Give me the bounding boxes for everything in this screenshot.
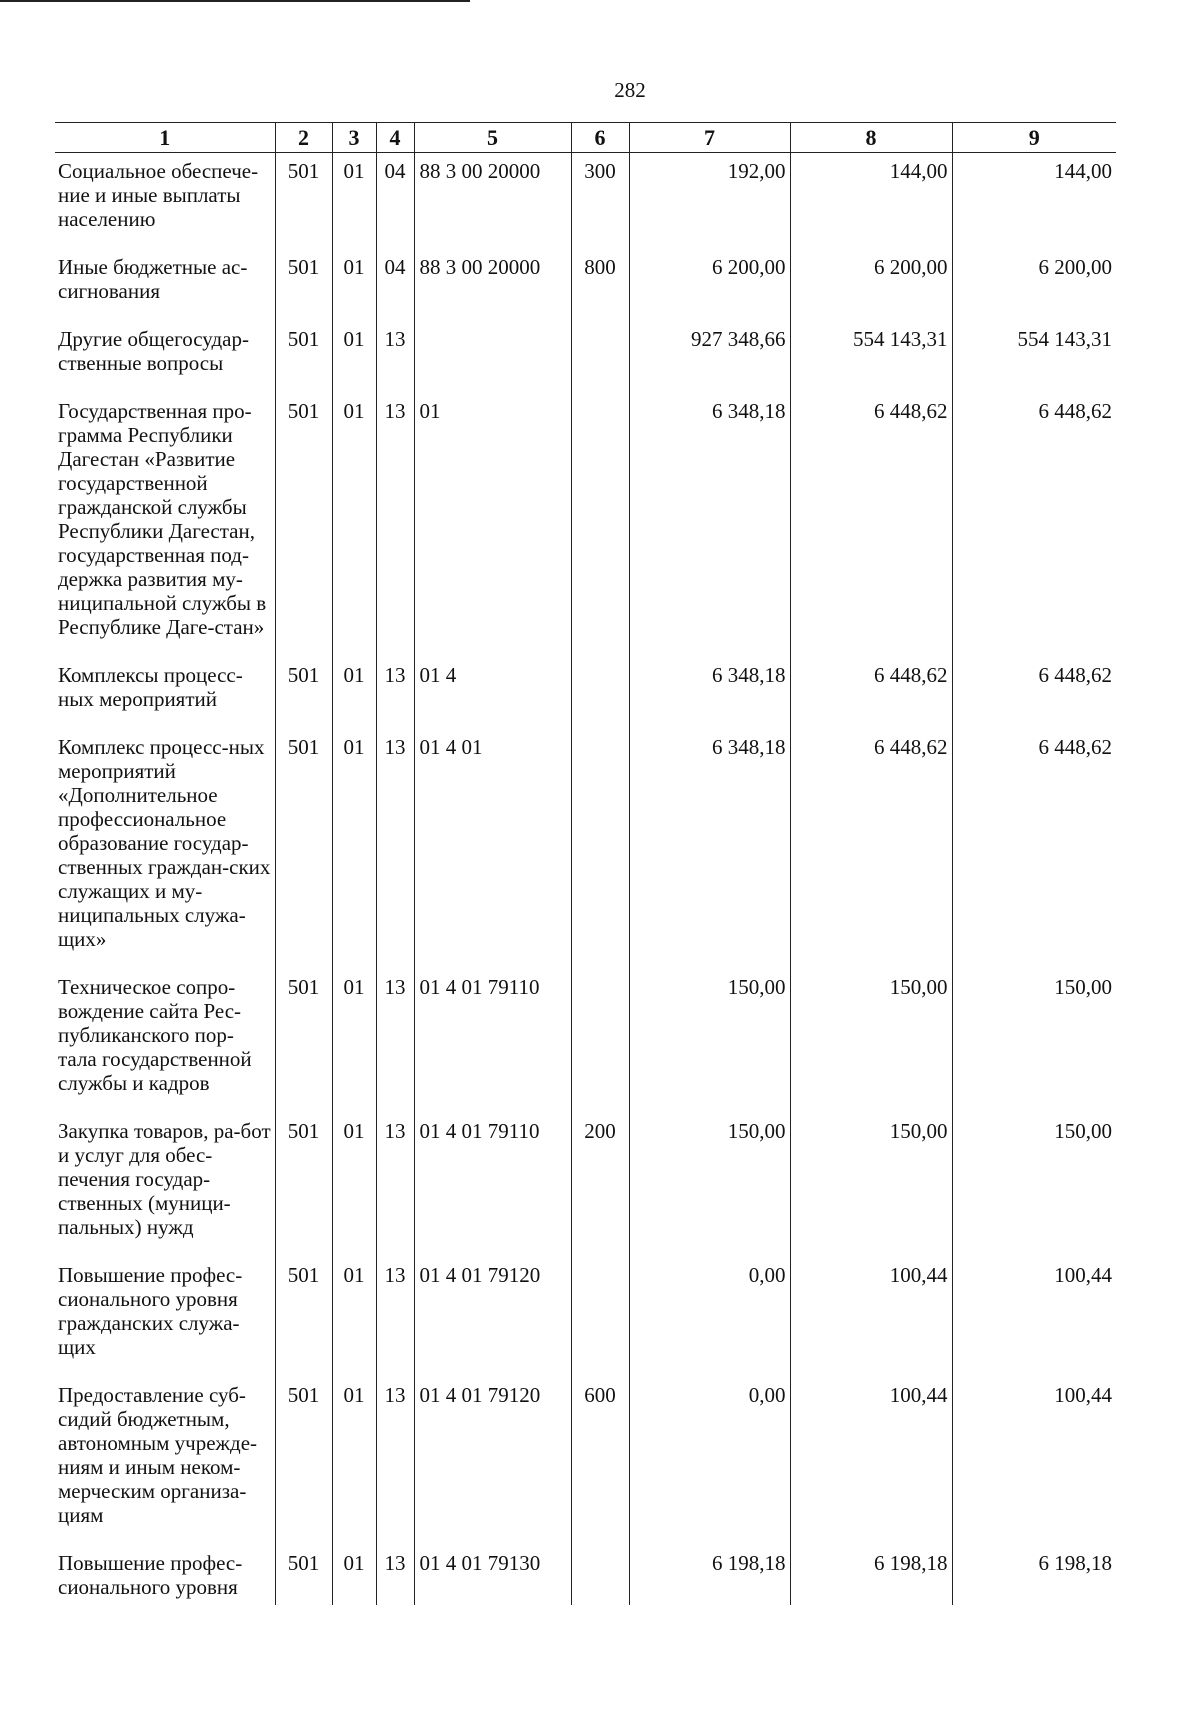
cell-col8: 100,44	[790, 1377, 952, 1545]
cell-col3: 01	[332, 657, 376, 729]
cell-col5: 01	[414, 393, 571, 657]
cell-col7: 0,00	[629, 1257, 790, 1377]
row-name: Комплексы процесс-ных мероприятий	[58, 663, 243, 711]
cell-col8: 6 448,62	[790, 729, 952, 969]
table-row	[55, 393, 1116, 657]
cell-col6	[571, 321, 629, 393]
cell-col9: 100,44	[952, 1257, 1116, 1377]
cell-col6	[571, 729, 629, 969]
cell-col8: 554 143,31	[790, 321, 952, 393]
cell-col9: 6 448,62	[952, 729, 1116, 969]
top-rule	[0, 0, 470, 2]
column-header-2: 2	[275, 123, 332, 153]
row-name: Комплекс процесс-ных мероприятий «Дополнительное профессиональное образование государ-ственных граждан-ских служащих и му-ниципальных служа-щих»	[58, 735, 271, 951]
cell-col6: 300	[571, 153, 629, 250]
table-row	[55, 729, 1116, 969]
cell-col3: 01	[332, 729, 376, 969]
cell-col5: 01 4 01 79120	[414, 1377, 571, 1545]
header-row	[55, 123, 1116, 153]
cell-col7: 6 200,00	[629, 249, 790, 321]
cell-col9: 6 448,62	[952, 393, 1116, 657]
cell-col2: 501	[275, 249, 332, 321]
cell-col9: 6 448,62	[952, 657, 1116, 729]
cell-col9: 144,00	[952, 153, 1116, 250]
cell-col2: 501	[275, 729, 332, 969]
cell-col3: 01	[332, 969, 376, 1113]
cell-col4: 13	[376, 1545, 414, 1605]
cell-col2: 501	[275, 657, 332, 729]
cell-col6: 200	[571, 1113, 629, 1257]
cell-col7: 6 348,18	[629, 729, 790, 969]
column-header-7: 7	[629, 123, 790, 153]
cell-col4: 13	[376, 969, 414, 1113]
cell-col3: 01	[332, 249, 376, 321]
cell-col3: 01	[332, 153, 376, 250]
cell-col2: 501	[275, 1257, 332, 1377]
budget-table	[55, 122, 1116, 1605]
cell-col5: 01 4 01	[414, 729, 571, 969]
row-name: Другие общегосудар-ственные вопросы	[58, 327, 249, 375]
table-row	[55, 657, 1116, 729]
cell-col3: 01	[332, 393, 376, 657]
column-header-6: 6	[571, 123, 629, 153]
table-row	[55, 1113, 1116, 1257]
cell-col2: 501	[275, 1545, 332, 1605]
cell-col4: 13	[376, 1257, 414, 1377]
cell-col6	[571, 969, 629, 1113]
cell-col4: 13	[376, 321, 414, 393]
cell-col8: 6 200,00	[790, 249, 952, 321]
cell-col2: 501	[275, 969, 332, 1113]
cell-col5: 88 3 00 20000	[414, 249, 571, 321]
cell-col2: 501	[275, 1113, 332, 1257]
cell-col5: 01 4 01 79120	[414, 1257, 571, 1377]
column-header-1: 1	[55, 123, 275, 153]
cell-col4: 13	[376, 1113, 414, 1257]
cell-col7: 150,00	[629, 1113, 790, 1257]
column-header-8: 8	[790, 123, 952, 153]
cell-col8: 6 448,62	[790, 393, 952, 657]
cell-col3: 01	[332, 1545, 376, 1605]
table-row	[55, 153, 1116, 250]
cell-col2: 501	[275, 393, 332, 657]
cell-col5: 01 4 01 79110	[414, 1113, 571, 1257]
row-name: Закупка товаров, ра-бот и услуг для обес-печения государ-ственных (муници-пальных) нужд	[58, 1119, 271, 1239]
page-number: 282	[614, 78, 646, 102]
cell-col9: 150,00	[952, 969, 1116, 1113]
column-header-5: 5	[414, 123, 571, 153]
row-name: Повышение профес-сионального уровня гражданских служа-щих	[58, 1263, 243, 1359]
cell-col5: 01 4 01 79130	[414, 1545, 571, 1605]
cell-col8: 144,00	[790, 153, 952, 250]
cell-col4: 04	[376, 249, 414, 321]
cell-col6	[571, 393, 629, 657]
cell-col5	[414, 321, 571, 393]
row-name: Социальное обеспече-ние и иные выплаты населению	[58, 159, 259, 231]
cell-col5: 01 4	[414, 657, 571, 729]
row-name: Предоставление суб-сидий бюджетным, автономным учрежде-ниям и иным неком-мерческим организа-циям	[58, 1383, 258, 1527]
column-header-3: 3	[332, 123, 376, 153]
cell-col9: 554 143,31	[952, 321, 1116, 393]
cell-col6	[571, 657, 629, 729]
cell-col7: 192,00	[629, 153, 790, 250]
table-row	[55, 249, 1116, 321]
cell-col2: 501	[275, 1377, 332, 1545]
cell-col2: 501	[275, 153, 332, 250]
cell-col3: 01	[332, 1377, 376, 1545]
cell-col8: 150,00	[790, 969, 952, 1113]
cell-col3: 01	[332, 1257, 376, 1377]
cell-col6	[571, 1545, 629, 1605]
cell-col4: 13	[376, 1377, 414, 1545]
cell-col4: 04	[376, 153, 414, 250]
column-header-4: 4	[376, 123, 414, 153]
row-name: Повышение профес-сионального уровня	[58, 1551, 243, 1599]
cell-col6: 800	[571, 249, 629, 321]
row-name: Иные бюджетные ас-сигнования	[58, 255, 248, 303]
cell-col8: 6 448,62	[790, 657, 952, 729]
cell-col4: 13	[376, 393, 414, 657]
cell-col3: 01	[332, 321, 376, 393]
table-row	[55, 321, 1116, 393]
cell-col7: 6 198,18	[629, 1545, 790, 1605]
cell-col7: 150,00	[629, 969, 790, 1113]
table-row	[55, 1545, 1116, 1605]
row-name: Техническое сопро-вождение сайта Рес-публиканского пор-тала государственной службы и кадров	[58, 975, 252, 1095]
table-row	[55, 969, 1116, 1113]
cell-col5: 01 4 01 79110	[414, 969, 571, 1113]
cell-col8: 6 198,18	[790, 1545, 952, 1605]
row-name: Государственная про-грамма Республики Дагестан «Развитие государственной гражданской службы Республики Дагестан, государственная под-держка развития му-ниципальной службы в Республике Даге-стан»	[58, 399, 267, 639]
cell-col7: 927 348,66	[629, 321, 790, 393]
cell-col5: 88 3 00 20000	[414, 153, 571, 250]
cell-col2: 501	[275, 321, 332, 393]
cell-col7: 0,00	[629, 1377, 790, 1545]
cell-col9: 6 198,18	[952, 1545, 1116, 1605]
cell-col9: 100,44	[952, 1377, 1116, 1545]
cell-col4: 13	[376, 657, 414, 729]
cell-col8: 150,00	[790, 1113, 952, 1257]
cell-col4: 13	[376, 729, 414, 969]
cell-col6	[571, 1257, 629, 1377]
table-row	[55, 1257, 1116, 1377]
cell-col8: 100,44	[790, 1257, 952, 1377]
cell-col7: 6 348,18	[629, 657, 790, 729]
table-row	[55, 1377, 1116, 1545]
cell-col9: 150,00	[952, 1113, 1116, 1257]
cell-col9: 6 200,00	[952, 249, 1116, 321]
cell-col7: 6 348,18	[629, 393, 790, 657]
cell-col6: 600	[571, 1377, 629, 1545]
column-header-9: 9	[952, 123, 1116, 153]
cell-col3: 01	[332, 1113, 376, 1257]
